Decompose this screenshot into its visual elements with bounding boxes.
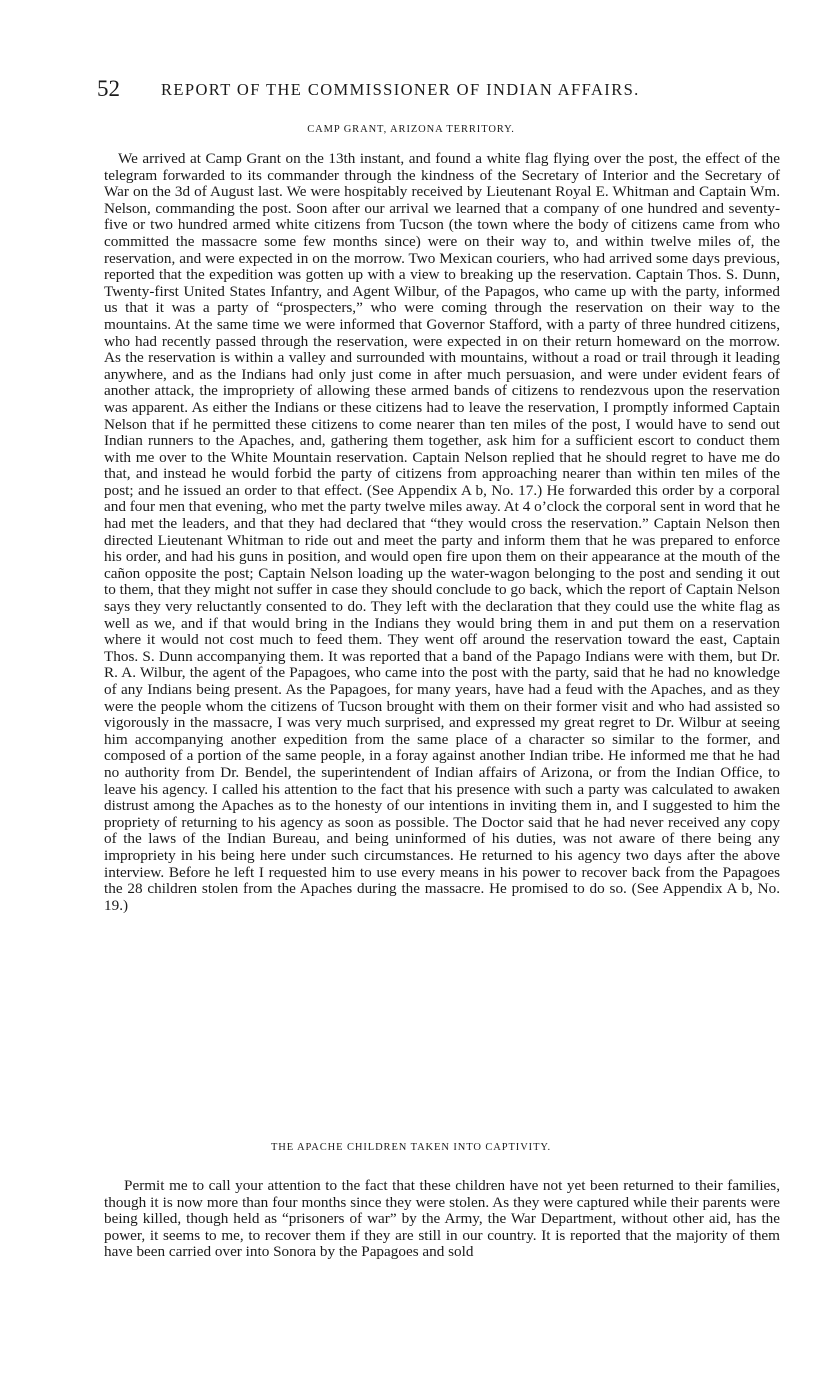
running-title: REPORT OF THE COMMISSIONER OF INDIAN AFFAIRS. bbox=[161, 80, 640, 99]
body-paragraph-apache-children: Permit me to call your attention to the fact that these children have not yet been returned to their families, though it is now more than four months since they were stolen. As they were captured while their parents were being killed, though held as “prisoners of war” by the Army, the War Department, without other aid, has the power, it seems to me, to recover them if they are still in our country. It is reported that the majority of them have been carried over into Sonora by the Papagoes and sold bbox=[104, 1177, 780, 1261]
page-header bbox=[97, 76, 722, 102]
section-heading-camp-grant: CAMP GRANT, ARIZONA TERRITORY. bbox=[307, 124, 515, 135]
page-number: 52 bbox=[97, 76, 120, 101]
section-heading-apache-children: THE APACHE CHILDREN TAKEN INTO CAPTIVITY. bbox=[270, 1142, 552, 1153]
body-paragraph-camp-grant: We arrived at Camp Grant on the 13th instant, and found a white flag flying over the post, the effect of the telegram forwarded to its commander through the kindness of the Secretary of Interior and the Secretary of War on the 3d of August last. We were hospitably received by Lieutenant Royal E. Whitman and Captain Wm. Nelson, commanding the post. Soon after our arrival we learned that a company of one hundred and seventy-five or two hundred armed white citizens from Tucson (the town where the body of citizens came from who committed the massacre some few months since) were on their way to, and within twelve miles of, the reservation, and were expected in on the morrow. Two Mexican couriers, who had arrived some days previous, reported that the expedition was gotten up with a view to breaking up the reservation. Captain Thos. S. Dunn, Twenty-first United States Infantry, and Agent Wilbur, of the Papagos, who came up with the party, informed us that it was a party of “prospecters,” who were coming through the reservation on their way to the mountains. At the same time we were informed that Governor Stafford, with a party of three hundred citizens, who had recently passed through the reservation, were expected in on their return homeward on the morrow. As the reservation is within a valley and surrounded with mountains, without a road or trail through it leading anywhere, and as the Indians had only just come in after much persuasion, and were under evident fears of another attack, the impropriety of allowing these armed bands of citizens to rendezvous upon the reservation was apparent. As either the Indians or these citizens had to leave the reservation, I promptly informed Captain Nelson that if he permitted these citizens to come nearer than ten miles of the post, I would have to send out Indian runners to the Apaches, and, gathering them together, ask him for a sufficient escort to conduct them with me over to the White Mountain reservation. Captain Nelson replied that he should regret to have me do that, and instead he would forbid the party of citizens from approaching nearer than within ten miles of the post; and he issued an order to that effect. (See Appendix A b, No. 17.) He forwarded this order by a corporal and four men that evening, who met the party twelve miles away. At 4 o’clock the corporal sent in word that he had met the leaders, and that they had declared that “they would cross the reservation.” Captain Nelson then directed Lieutenant Whitman to ride out and meet the party and inform them that he was prepared to enforce his order, and had his guns in position, and would open fire upon them on their appearance at the mouth of the cañon opposite the post; Captain Nelson loading up the water-wagon belonging to the post and sending it out to them, that they might not suffer in case they should conclude to go back, which the report of Captain Nelson says they very reluctantly consented to do. They left with the declaration that they could use the white flag as well as we, and if that would bring in the Indians they would bring them in and put them on a reservation where it would not cost much to feed them. They went off around the reservation toward the east, Captain Thos. S. Dunn accompanying them. It was reported that a band of the Papago Indians were with them, but Dr. R. A. Wilbur, the agent of the Papagoes, who came into the post with the party, said that he had no knowledge of any Indians being present. As the Papagoes, for many years, have had a feud with the Apaches, and as they were the people whom the citizens of Tucson brought with them on their former visit and who had assisted so vigorously in the massacre, I was very much surprised, and expressed my great regret to Dr. Wilbur at seeing him accompanying another expedition from the same place of a character so similar to the former, and composed of a portion of the same people, in a foray against another Indian tribe. He informed me that he had no authority from Dr. Bendel, the superintendent of Indian affairs of Arizona, or from the Indian Office, to leave his agency. I called his attention to the fact that his presence with such a party was calculated to awaken distrust among the Apaches as to the honesty of our intentions in inviting them in, and I suggested to him the propriety of returning to his agency as soon as possible. The Doctor said that he had never received any copy of the laws of the Indian Bureau, and being uninformed of his duties, was not aware of there being any impropriety in his being here under such circumstances. He returned to his agency two days after the above interview. Before he left I requested him to use every means in his power to recover back from the Papagoes the 28 children stolen from the Apaches during the massacre. He promised to do so. (See Appendix A b, No. 19.) bbox=[104, 150, 780, 914]
